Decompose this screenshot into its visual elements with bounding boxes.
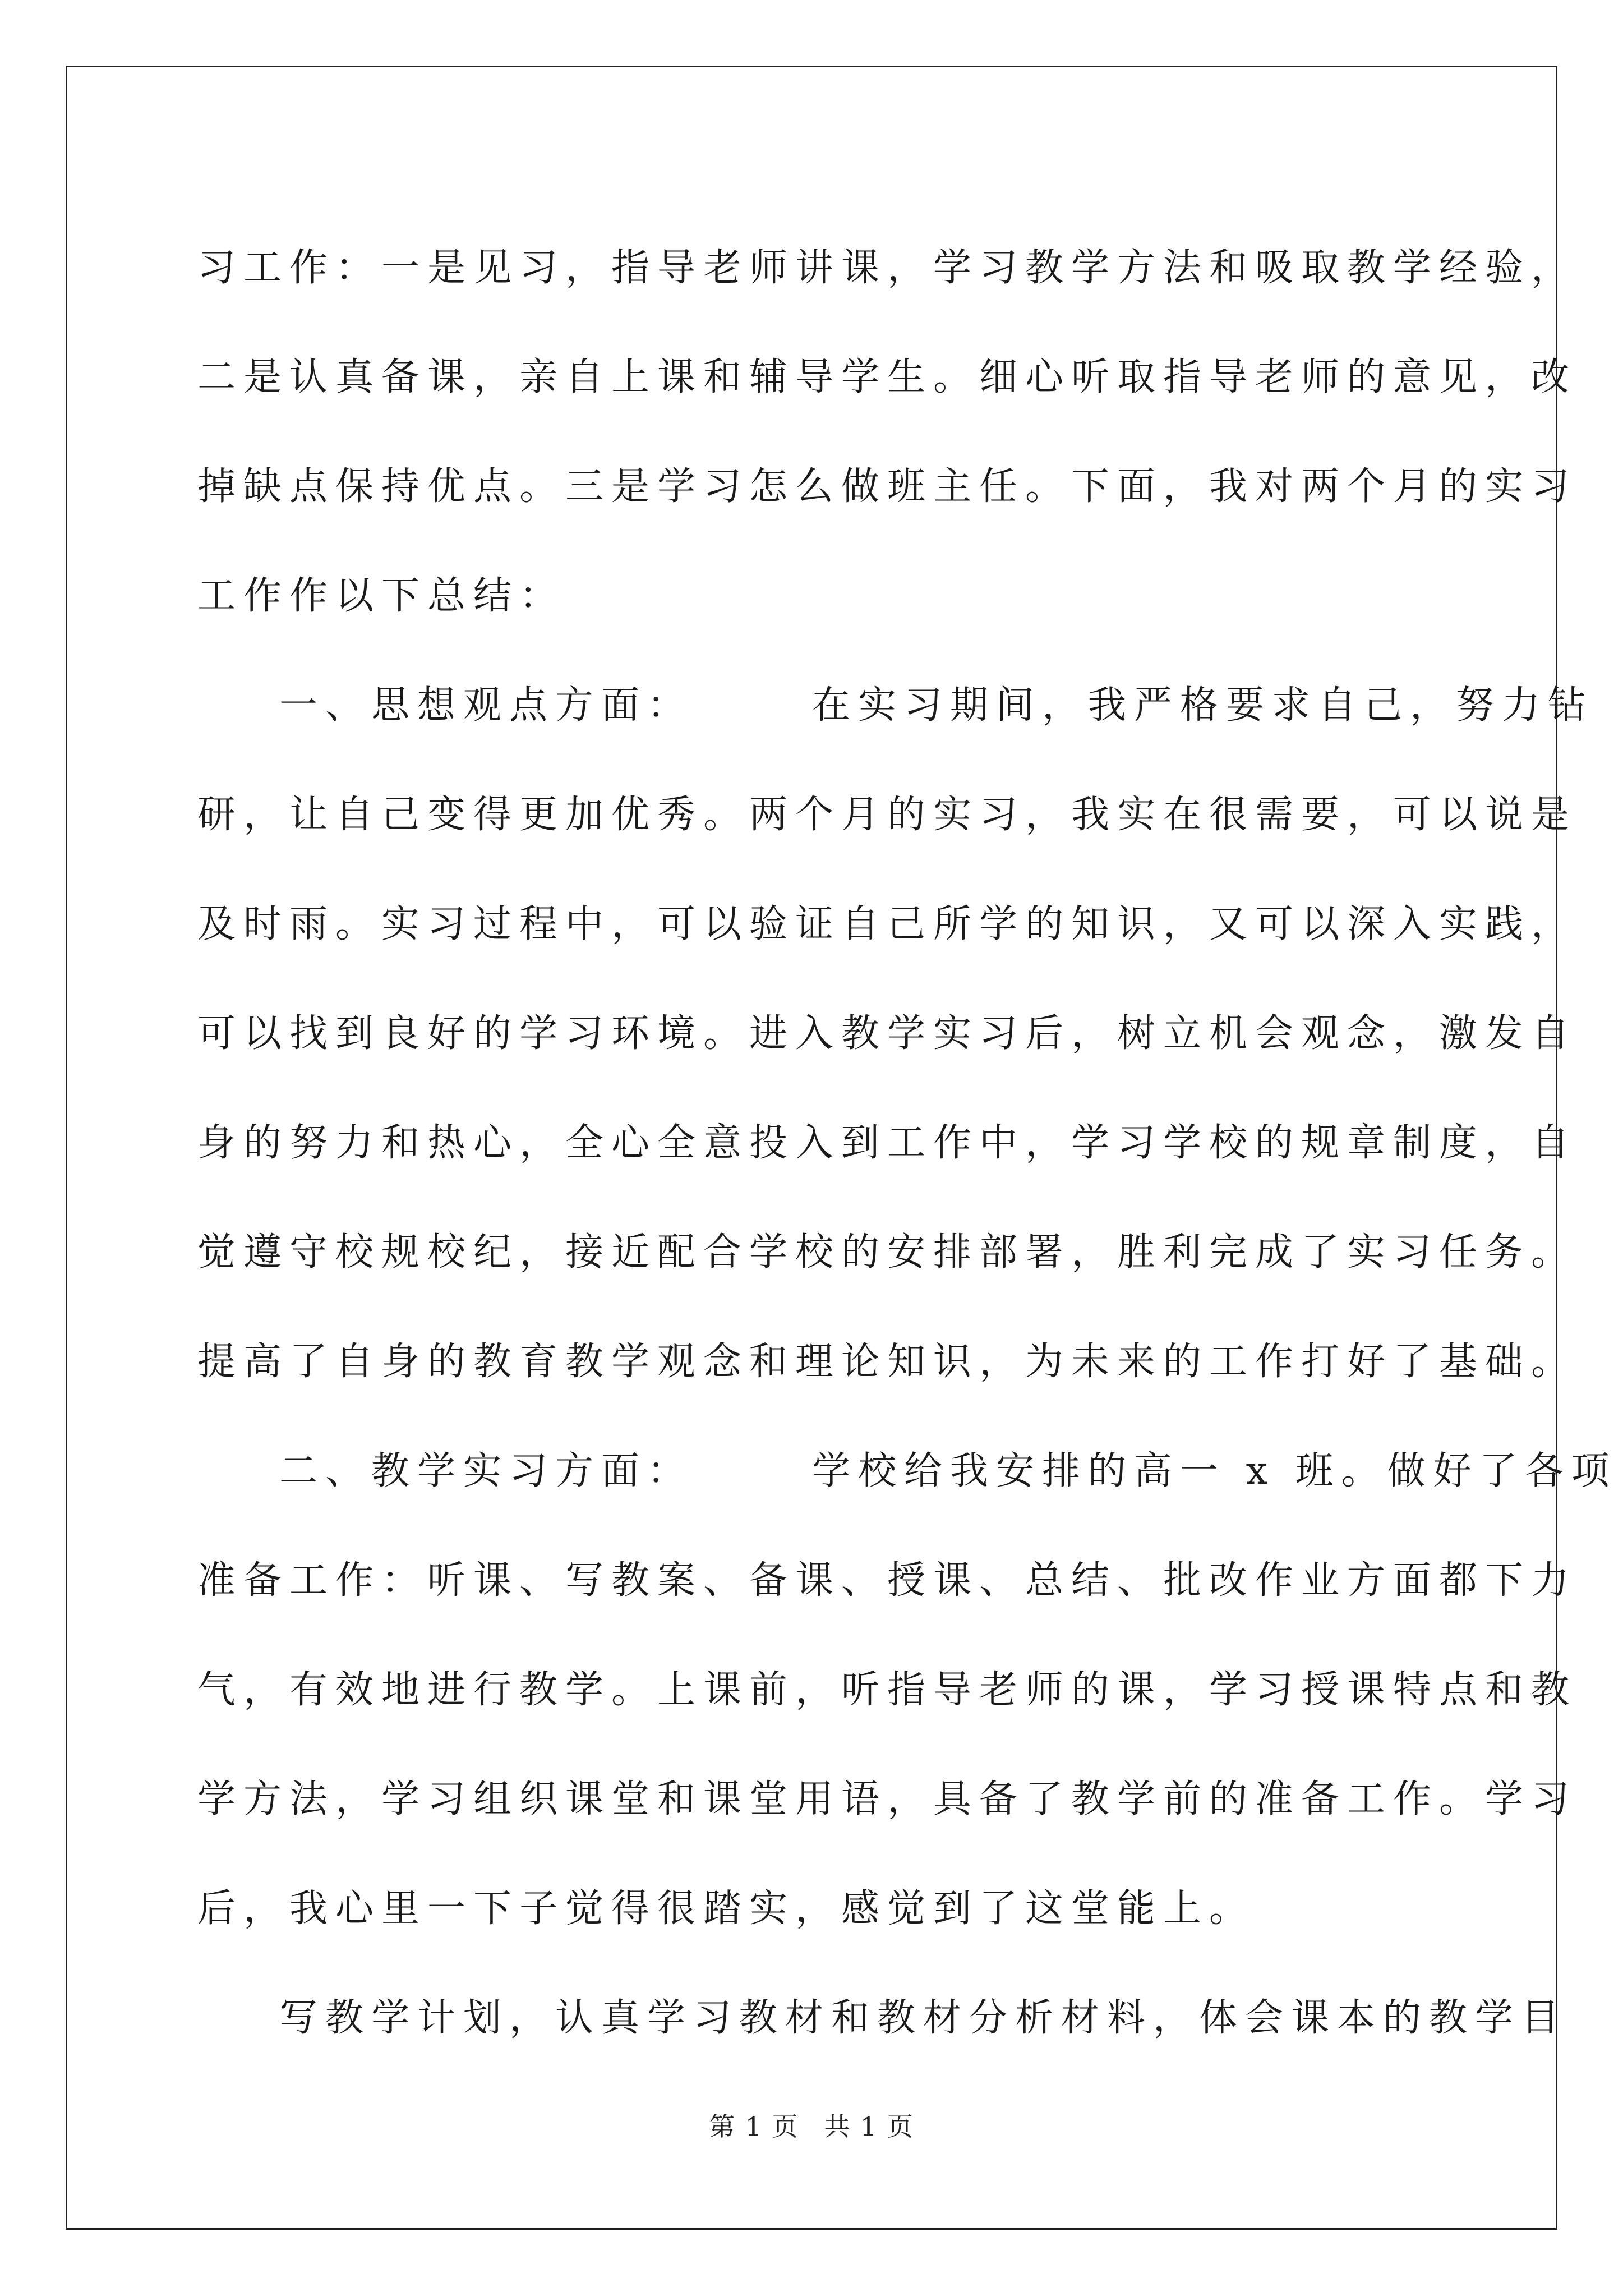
text-line: 可以找到良好的学习环境。进入教学实习后，树立机会观念，激发自: [197, 1011, 1578, 1056]
document-body: [197, 213, 1617, 2073]
page-total: 共 1 页: [824, 2111, 914, 2142]
text-line: 觉遵守校规校纪，接近配合学校的安排部署，胜利完成了实习任务。: [197, 1230, 1578, 1274]
page-number: 第 1 页: [709, 2111, 799, 2142]
text-line: 身的努力和热心，全心全意投入到工作中，学习学校的规章制度，自: [197, 1121, 1578, 1165]
text-line: 工作作以下总结：: [197, 574, 566, 618]
text-line: 习工作：一是见习，指导老师讲课，学习教学方法和吸取教学经验，: [197, 246, 1578, 290]
text-line: 后，我心里一下子觉得很踏实，感觉到了这堂能上。: [197, 1887, 1256, 1931]
text-line: 提高了自身的教育教学观念和理论知识，为未来的工作打好了基础。: [197, 1340, 1578, 1384]
text-line: 学方法，学习组织课堂和课堂用语，具备了教学前的准备工作。学习: [197, 1777, 1578, 1821]
section-heading-line: 二、教学实习方面： 学校给我安排的高一 x 班。做好了各项: [279, 1449, 1617, 1493]
text-line: 写教学计划，认真学习教材和教材分析材料，体会课本的教学目: [279, 1996, 1567, 2040]
text-line: 准备工作：听课、写教案、备课、授课、总结、批改作业方面都下力: [197, 1558, 1578, 1603]
text-line: 掉缺点保持优点。三是学习怎么做班主任。下面，我对两个月的实习: [197, 464, 1578, 509]
text-line: 及时雨。实习过程中，可以验证自己所学的知识，又可以深入实践，: [197, 902, 1578, 946]
text-line: 研，让自己变得更加优秀。两个月的实习，我实在很需要，可以说是: [197, 793, 1578, 837]
page-footer: [0, 2106, 1623, 2143]
section-heading-line: 一、思想观点方面： 在实习期间，我严格要求自己，努力钻: [279, 683, 1594, 728]
text-line: 气，有效地进行教学。上课前，听指导老师的课，学习授课特点和教: [197, 1668, 1578, 1712]
text-line: 二是认真备课，亲自上课和辅导学生。细心听取指导老师的意见，改: [197, 355, 1578, 399]
